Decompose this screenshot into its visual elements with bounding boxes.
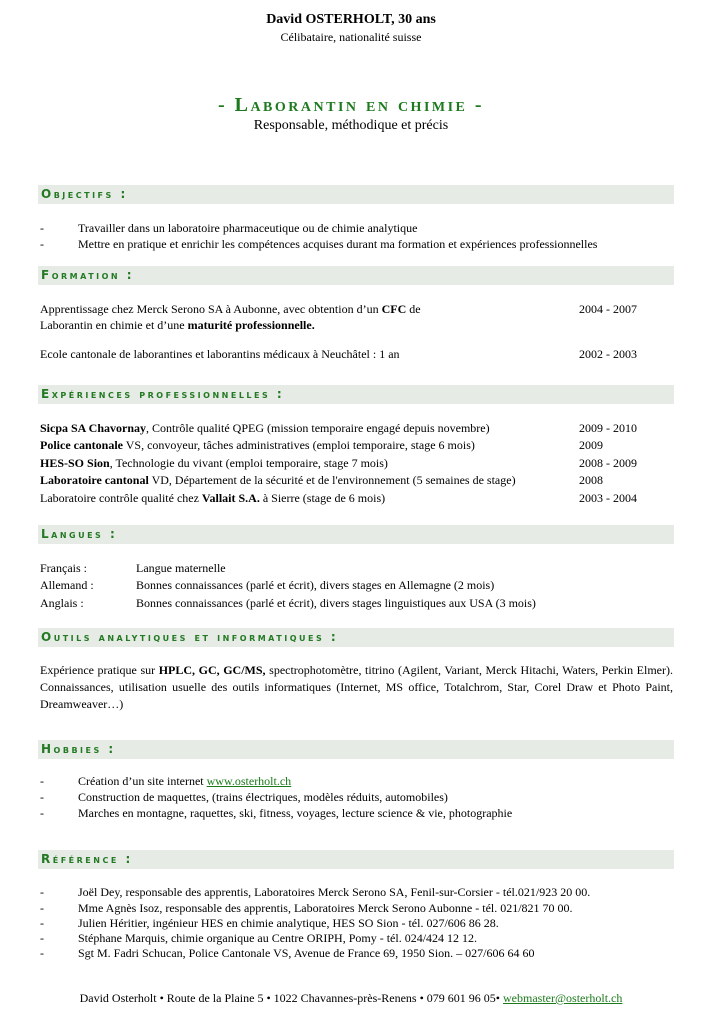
language-level: Bonnes connaissances (parlé et écrit), divers stages en Allemagne (2 mois) (136, 578, 495, 592)
bullet: - (40, 774, 44, 788)
website-link[interactable]: www.osterholt.ch (206, 774, 292, 788)
list-item: Stéphane Marquis, chimie organique au Centre ORIPH, Pomy - tél. 024/424 12 12. (78, 931, 478, 945)
experience-item: Sicpa SA Chavornay, Contrôle qualité QPEG (mission temporaire engagé depuis novembre) (40, 421, 490, 435)
list-item: Joël Dey, responsable des apprentis, Laboratoires Merck Serono SA, Fenil-sur-Corsier - tél.021/923 20 00. (78, 885, 591, 899)
list-item: Mettre en pratique et enrichir les compétences acquises durant ma formation et expériences professionnelles (78, 237, 598, 251)
outils-paragraph: Expérience pratique sur HPLC, GC, GC/MS, spectrophotomètre, titrino (Agilent, Variant, Merck Hitachi, Waters, Perkin Elmer). Connaissances, utilisation usuelle des outils informatiques (Internet, MS office, Totalchrom, Star, Corel Draw et Photo Paint, Dreamweaver…) (40, 663, 673, 711)
formation-date: 2002 - 2003 (579, 347, 637, 361)
bullet: - (40, 221, 44, 235)
experience-item: Laboratoire contrôle qualité chez Vallait S.A. à Sierre (stage de 6 mois) (40, 491, 386, 505)
section-heading: Expériences professionnelles : (41, 387, 285, 401)
list-item: Marches en montagne, raquettes, ski, fitness, voyages, lecture science & vie, photographie (78, 806, 513, 820)
section-langues (38, 525, 674, 544)
experience-date: 2008 (579, 473, 603, 487)
email-link[interactable]: webmaster@osterholt.ch (503, 991, 623, 1005)
list-item: Construction de maquettes, (trains électriques, modèles réduits, automobiles) (78, 790, 448, 804)
section-heading: Hobbies : (41, 742, 116, 756)
experience-date: 2008 - 2009 (579, 456, 637, 470)
section-heading: Référence : (41, 852, 133, 866)
language-name: Français : (40, 561, 87, 575)
formation-item: Laborantin en chimie et d’une maturité professionnelle. (40, 318, 315, 332)
bullet: - (40, 806, 44, 820)
personal-status: Célibataire, nationalité suisse (280, 30, 422, 44)
list-item: Création d’un site internet www.osterholt.ch (78, 774, 292, 788)
section-outils (38, 628, 674, 647)
section-objectifs (38, 185, 674, 204)
language-name: Allemand : (40, 578, 94, 592)
section-hobbies (38, 740, 674, 759)
bullet: - (40, 931, 44, 945)
list-item: Julien Héritier, ingénieur HES en chimie analytique, HES SO Sion - tél. 027/606 86 28. (78, 916, 499, 930)
bullet: - (40, 237, 44, 251)
experience-date: 2003 - 2004 (579, 491, 637, 505)
language-level: Langue maternelle (136, 561, 226, 575)
section-formation (38, 266, 674, 285)
language-name: Anglais : (40, 596, 84, 610)
section-experiences (38, 385, 674, 404)
job-title: - Laborantin en chimie - (217, 94, 485, 116)
experience-item: HES-SO Sion, Technologie du vivant (emploi temporaire, stage 7 mois) (40, 456, 388, 470)
bullet: - (40, 885, 44, 899)
bullet: - (40, 790, 44, 804)
list-item: Travailler dans un laboratoire pharmaceutique ou de chimie analytique (78, 221, 418, 235)
section-heading: Outils analytiques et informatiques : (41, 630, 339, 644)
section-heading: Objectifs : (41, 187, 128, 201)
bullet: - (40, 946, 44, 960)
formation-item: Ecole cantonale de laborantines et laborantins médicaux à Neuchâtel : 1 an (40, 347, 400, 361)
bullet: - (40, 916, 44, 930)
experience-date: 2009 (579, 438, 603, 452)
section-reference (38, 850, 674, 869)
formation-item: Apprentissage chez Merck Serono SA à Aubonne, avec obtention d’un CFC de (40, 302, 421, 316)
tagline: Responsable, méthodique et précis (253, 118, 449, 133)
list-item: Mme Agnès Isoz, responsable des apprentis, Laboratoires Merck Serono Aubonne - tél. 021/821 70 00. (78, 901, 573, 915)
section-heading: Formation : (41, 268, 135, 282)
language-level: Bonnes connaissances (parlé et écrit), divers stages linguistiques aux USA (3 mois) (136, 596, 536, 610)
experience-date: 2009 - 2010 (579, 421, 637, 435)
experience-item: Police cantonale VS, convoyeur, tâches administratives (emploi temporaire, stage 6 mois) (40, 438, 475, 452)
candidate-name: David OSTERHOLT, 30 ans (266, 12, 436, 27)
section-heading: Langues : (41, 527, 118, 541)
bullet: - (40, 901, 44, 915)
list-item: Sgt M. Fadri Schucan, Police Cantonale VS, Avenue de France 69, 1950 Sion. – 027/606 64 60 (78, 946, 535, 960)
footer-contact: David Osterholt • Route de la Plaine 5 • 1022 Chavannes-près-Renens • 079 601 96 05• webmaster@osterholt.ch (79, 991, 623, 1005)
experience-item: Laboratoire cantonal VD, Département de la sécurité et de l'environnement (5 semaines de stage) (40, 473, 516, 487)
formation-date: 2004 - 2007 (579, 302, 637, 316)
